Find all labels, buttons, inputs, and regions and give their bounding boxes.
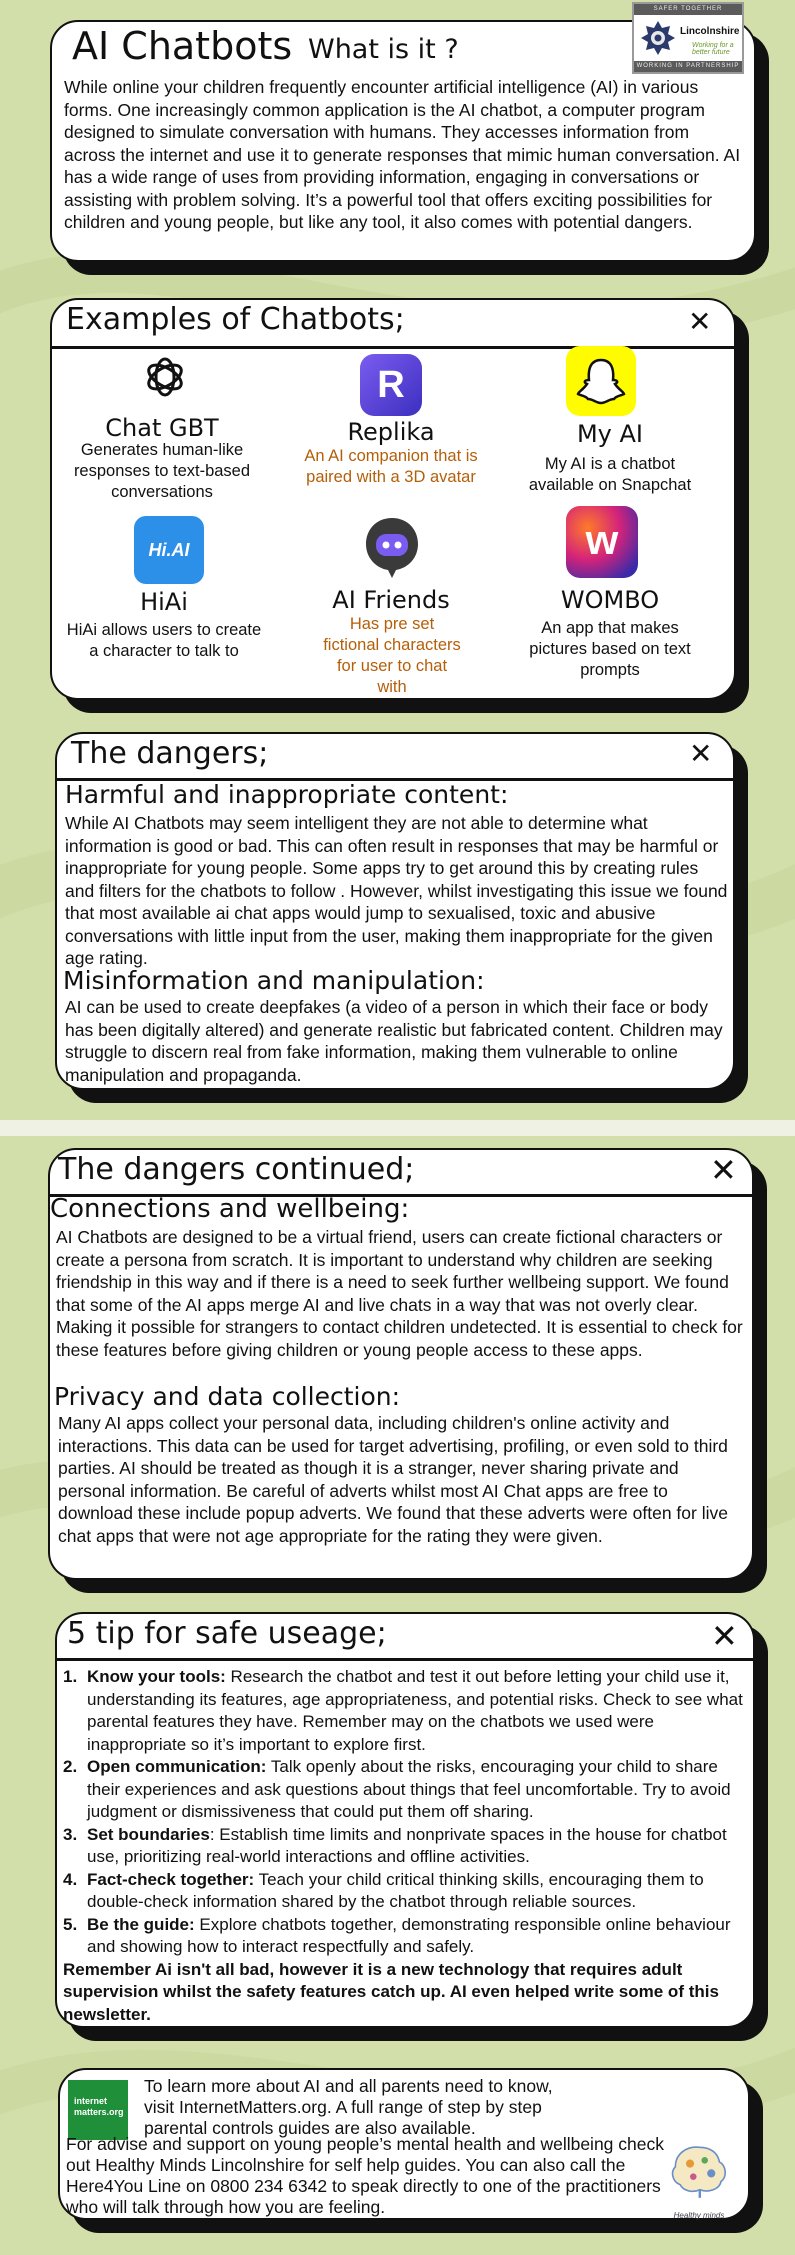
tip-text: Talk openly about the risks, encouraging your child to share their experiences and ask questions about things that feel uncomfortable. Try to avoid judgment or dismissiveness that could put them off sharing. [87,1757,731,1821]
tips-list [63,1666,753,2026]
tip-lead: Be the guide: [87,1914,195,1934]
close-icon[interactable]: ✕ [688,305,712,338]
page-break [0,1120,795,1136]
bot-name: Chat GBT [105,414,219,442]
healthy-minds-text: Healthy minds [673,2211,725,2220]
dangers-continued-card [48,1148,754,1580]
bot-name: HiAi [140,588,188,616]
examples-card [50,298,736,700]
privacy-heading: Privacy and data collection: [54,1382,401,1411]
bot-description: An app that makes pictures based on text prompts [529,619,691,679]
replika-icon: R [360,354,422,416]
openai-icon [140,352,190,402]
tip-number: 3. [63,1824,78,1844]
internet-matters-logo[interactable]: internet matters.org [68,2080,128,2140]
tip-text: Research the chatbot and test it out before letting your child use it, understanding its features, age appropriateness, and potential risks. Check to see what parental features they have. Remember may on the chatbots we used were inappropriate so it’s important to explore first. [87,1667,743,1754]
connections-paragraph: AI Chatbots are designed to be a virtual friend, users can create fictional characters or create a persona from scratch. It is important to understand why children are seeking friendship in this way and if there is a need to seek further wellbeing support. We found that some of the AI apps merge AI and live chats in a way that was not overly clear. Making it possible for strangers to contact children undetected. It is essential to check for these features before giving children or young people access to these apps. [56,1227,743,1360]
tip-text: : Establish time limits and nonprivate spaces in the house for chatbot use, prioritizing real-world interactions and offline activities. [87,1824,727,1866]
close-icon[interactable]: ✕ [711,1617,738,1655]
logo-tagline: Working for a better future [692,42,734,56]
tip-number: 1. [63,1667,78,1686]
tip-number: 4. [63,1869,78,1889]
tip-text: Explore chatbots together, demonstrating responsible online behaviour and showing how to interact respectfully and safely. [87,1914,731,1956]
bot-name: Replika [347,418,435,446]
ai-friends-icon [362,514,422,580]
logo-name: Lincolnshire [680,26,740,37]
dangers-continued-title: The dangers continued; [58,1152,415,1187]
harmful-heading: Harmful and inappropriate content: [65,780,509,809]
tip-item [63,1666,753,1756]
examples-title: Examples of Chatbots; [66,302,405,337]
misinfo-heading: Misinformation and manipulation: [63,966,485,995]
lincolnshire-logo [632,2,744,74]
tip-lead: Fact-check together: [87,1869,255,1889]
bot-description: An AI companion that is paired with a 3D avatar [304,447,478,486]
tip-number: 5. [63,1914,78,1934]
tip-text: Teach your child critical thinking skills, encouraging them to double-check information shared by the chatbot through reliable sources. [87,1869,704,1911]
bot-description: Generates human-like responses to text-based conversations [73,441,251,501]
page-title: AI Chatbots [72,24,293,68]
dangers-card [55,732,735,1090]
police-crest-icon [640,20,676,56]
misinfo-paragraph: AI can be used to create deepfakes (a video of a person in which their face or body has been digitally altered) and generate realistic but fabricated content. Children may struggle to discern real from fake information, making them vulnerable to online manipulation and propaganda. [65,997,723,1085]
connections-heading: Connections and wellbeing: [50,1194,410,1224]
close-icon[interactable]: ✕ [710,1151,737,1189]
bot-description: Has pre set fictional characters for user to chat with [323,615,461,696]
healthy-minds-logo[interactable] [660,2144,738,2220]
bot-hiai [58,516,270,696]
bot-wombo [512,506,708,686]
intro-paragraph: While online your children frequently encounter artificial intelligence (AI) in various forms. One increasingly common application is the AI chatbot, a computer program designed to simulate conversation with humans. They accesses information from across the internet and use it to generate responses that mimic human conversation. AI has a wide range of uses from providing information, engaging in conversations or assisting with problem solving. It’s a powerful tool that offers exciting possibilities for children and young people, but like any tool, it also comes with potential dangers. [64,77,741,232]
harmful-paragraph: While AI Chatbots may seem intelligent they are not able to determine what information is good or bad. This can often result in responses that may be harmful or inappropriate for young people. Some apps try to get around this by creating rules and filters for the chatbots to follow . However, whilst investigating this issue we found that most available ai chat apps would jump to sexualised, toxic and abusive conversations with little input from the user, making them inappropriate for the given age rating. [65,813,728,968]
tip-lead: Know your tools: [87,1667,226,1686]
bot-description: My AI is a chatbot available on Snapchat [528,455,692,494]
tip-item [63,1824,753,1869]
tip-item [63,1914,753,1959]
closing-note: Remember Ai isn't all bad, however it is a new technology that requires adult supervision whilst the safety features catch up. AI even helped write some of this newsletter. [63,1959,719,2024]
bot-name: WOMBO [560,586,660,614]
wombo-icon: w [566,506,638,578]
page-subtitle: What is it ? [308,34,459,65]
tip-lead: Set boundaries [87,1824,210,1844]
internet-matters-paragraph: To learn more about AI and all parents need to know, visit InternetMatters.org. A full range of step by step parental controls guides are also available. [144,2076,553,2138]
bot-ai-friends [284,514,498,694]
title-divider [57,1658,753,1661]
tips-card [55,1612,755,2028]
tip-lead: Open communication: [87,1757,267,1776]
resources-card [58,2068,750,2220]
bot-description: HiAi allows users to create a character to talk to [66,621,262,660]
logo-strip-bottom: WORKING IN PARTNERSHIP [634,61,742,72]
tip-item [63,1756,753,1824]
bot-name: My AI [576,420,644,448]
hiai-icon: Hi.AI [134,516,204,584]
snapchat-icon [566,346,636,416]
bot-chatgbt [58,352,266,522]
privacy-paragraph: Many AI apps collect your personal data, including children's online activity and interactions. This data can be used for target advertising, profiling, or even sold to third parties. AI should be treated as though it is a stranger, never sharing private and personal information. Be careful of adverts whilst most AI Chat apps are free to download these include popup adverts. We found that these adverts were often for live chat apps that were not age appropriate for the rating they were given. [58,1413,728,1546]
bot-my-ai [512,350,708,520]
tip-item [63,1869,753,1914]
bot-name: AI Friends [332,586,450,614]
close-icon[interactable]: ✕ [689,737,713,770]
dangers-title: The dangers; [71,736,269,771]
healthy-minds-paragraph: For advise and support on young people’s mental health and wellbeing check out Healthy Minds Lincolnshire for self help guides. You can also call the Here4You Line on 0800 234 6342 to speak directly to one of the practitioners who will talk through how you are feeling. [66,2134,664,2217]
bot-replika [284,352,498,522]
brain-icon [660,2144,738,2206]
tip-number: 2. [63,1757,78,1776]
tips-title: 5 tip for safe useage; [67,1616,387,1651]
logo-strip-top: SAFER TOGETHER [634,4,742,15]
